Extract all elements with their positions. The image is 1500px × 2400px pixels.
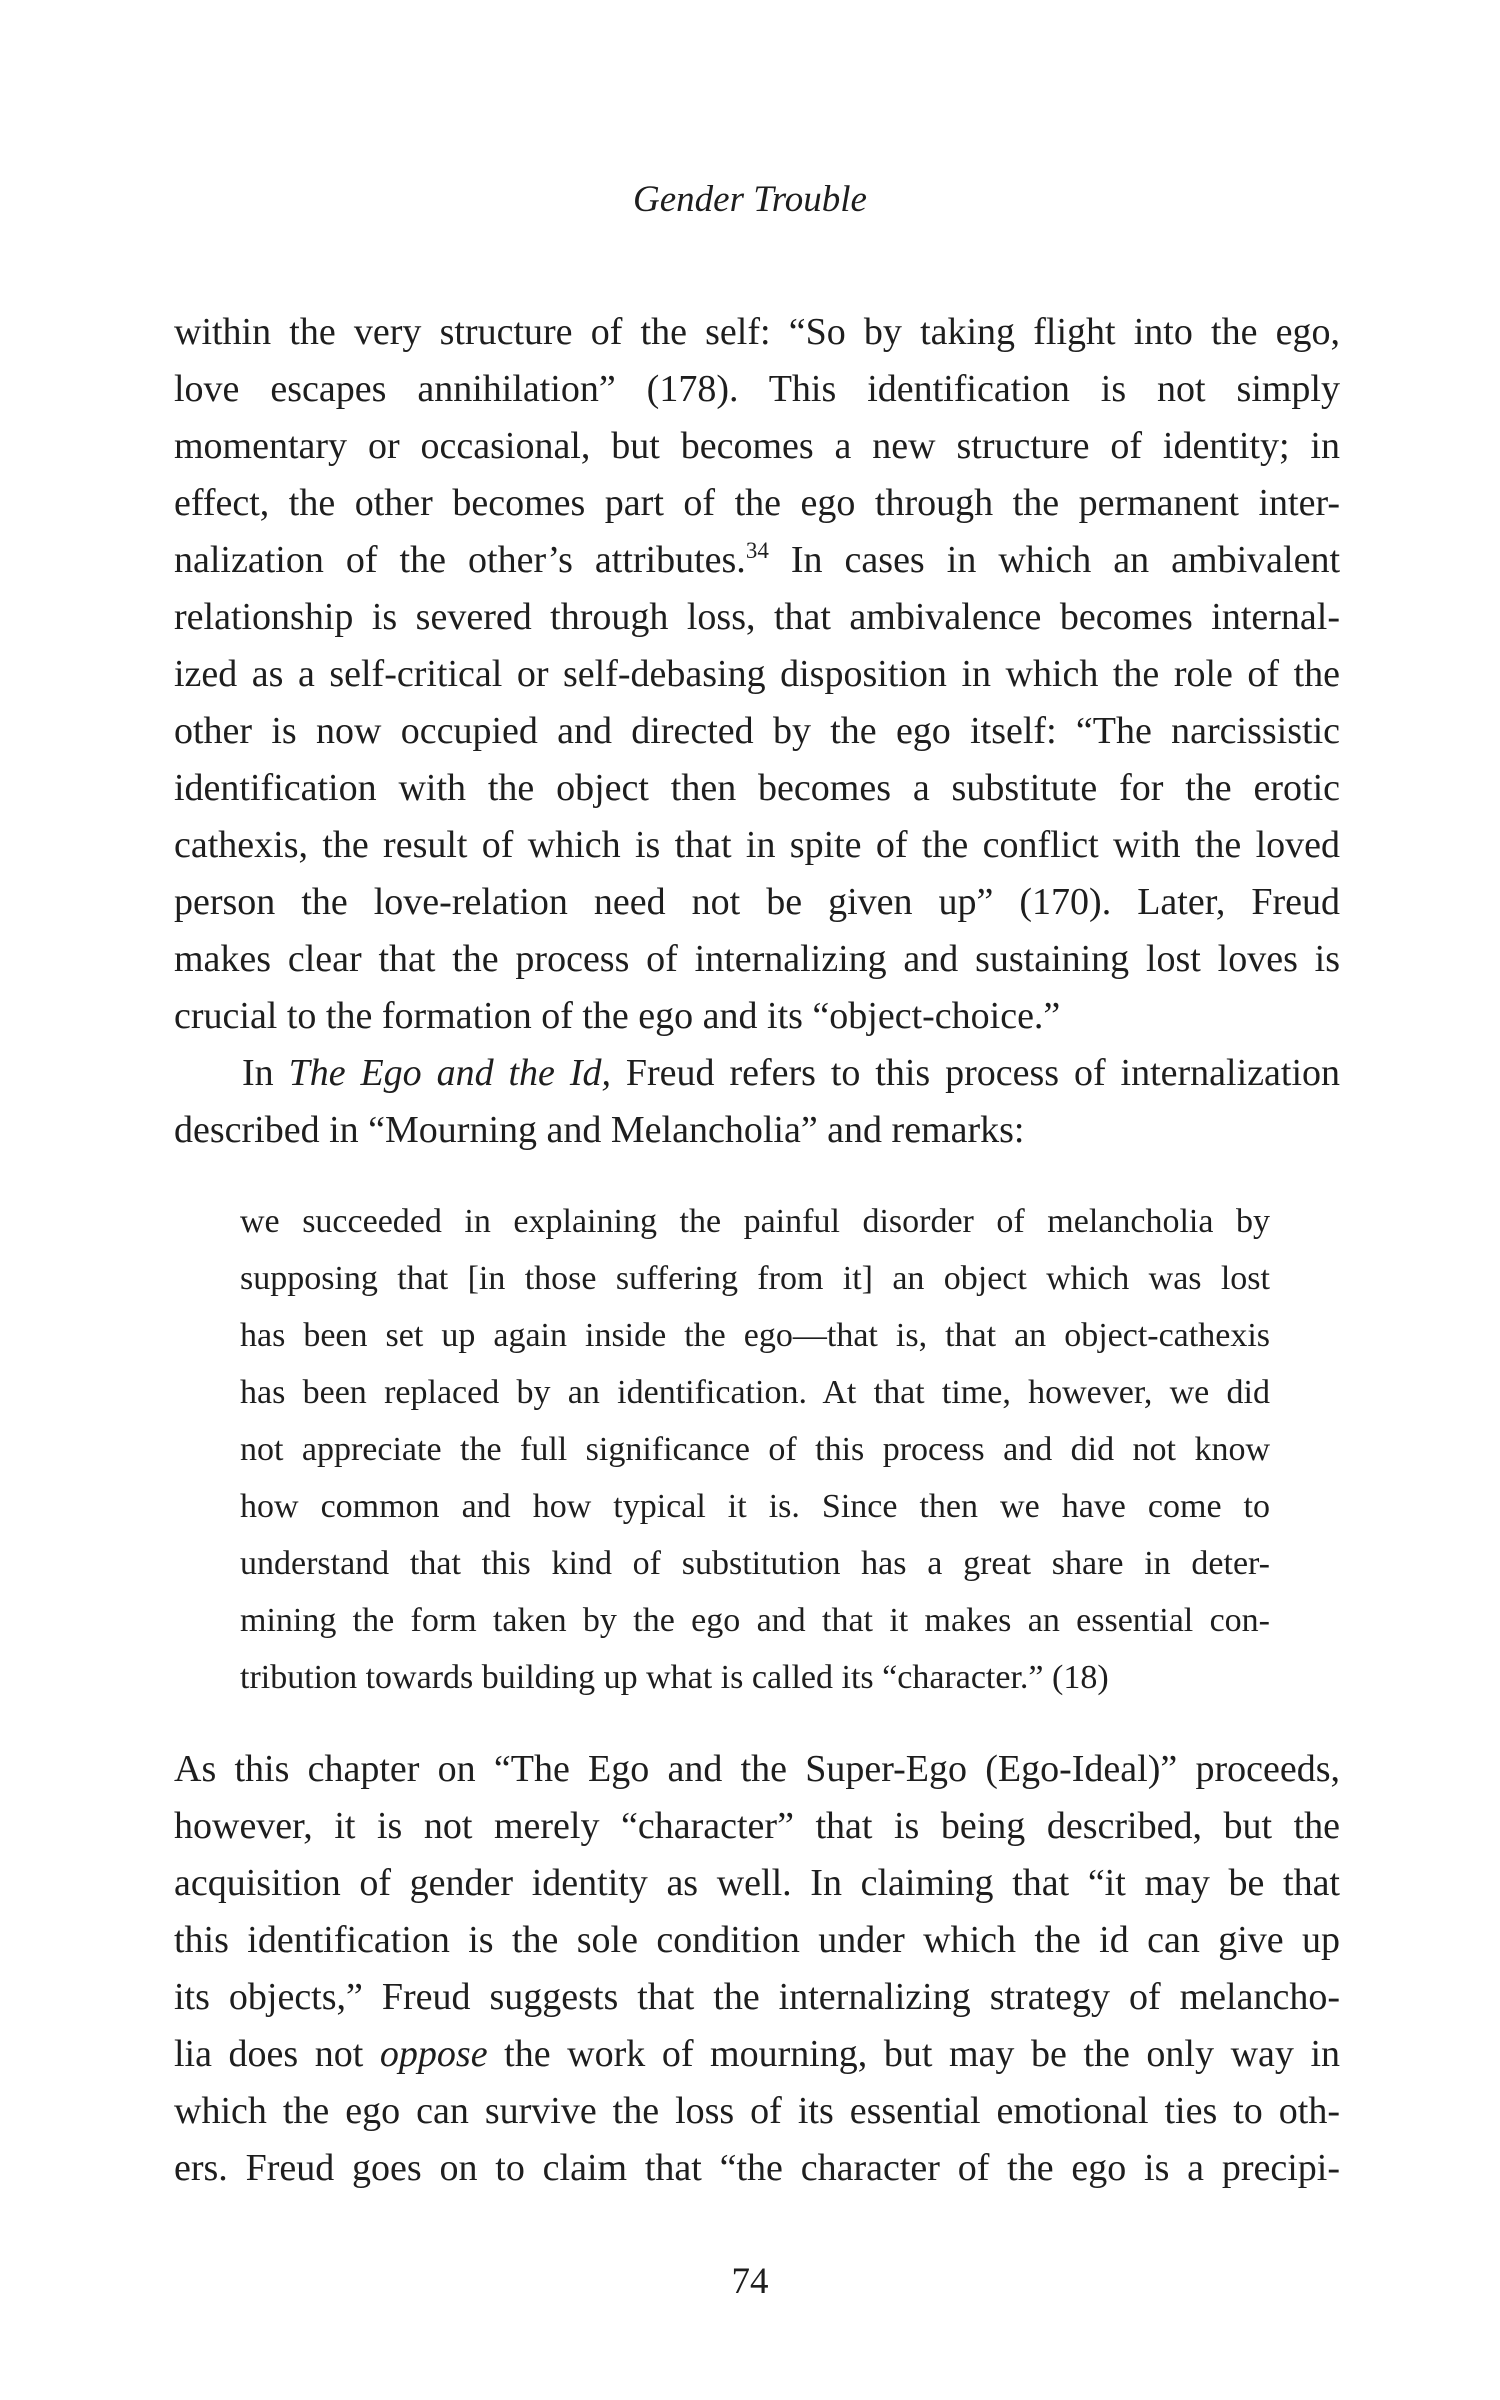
paragraph-2 xyxy=(174,1045,1340,1159)
text-line: ized as a self-critical or self-debasing disposition in which the role of the xyxy=(174,653,1340,695)
quote-line: understand that this kind of substitution has a great share in deter- xyxy=(240,1545,1270,1582)
text-line: person the love-relation need not be given up” (170). Later, Freud xyxy=(174,881,1340,923)
quote-line: has been set up again inside the ego—that is, that an object-cathexis xyxy=(240,1317,1270,1354)
text-line: its objects,” Freud suggests that the internalizing strategy of melancho- xyxy=(174,1976,1340,2018)
text-line: love escapes annihilation” (178). This identification is not simply xyxy=(174,368,1340,410)
text-line xyxy=(174,532,1340,589)
text-segment: Freud refers to this process of internalization xyxy=(610,1052,1340,1094)
paragraph-3 xyxy=(174,1741,1340,2197)
text-line: momentary or occasional, but becomes a new structure of identity; in xyxy=(174,425,1340,467)
text-line: crucial to the formation of the ego and its “object-choice.” xyxy=(174,995,1061,1037)
text-line: ers. Freud goes on to claim that “the character of the ego is a precipi- xyxy=(174,2147,1340,2189)
quote-line: we succeeded in explaining the painful disorder of melancholia by xyxy=(240,1203,1270,1240)
text-segment: the work of mourning, but may be the only way in xyxy=(487,2033,1341,2075)
quote-line: not appreciate the full significance of this process and did not know xyxy=(240,1431,1270,1468)
running-head: Gender Trouble xyxy=(633,179,867,220)
page-number: 74 xyxy=(731,2261,769,2302)
quote-line: how common and how typical it is. Since then we have come to xyxy=(240,1488,1270,1525)
text-line: however, it is not merely “character” that is being described, but the xyxy=(174,1805,1340,1847)
footnote-reference[interactable]: 34 xyxy=(745,538,769,563)
block-quote xyxy=(240,1193,1270,1706)
quote-line: tribution towards building up what is called its “character.” (18) xyxy=(240,1659,1109,1696)
text-segment: lia does not xyxy=(174,2033,380,2075)
emphasis: oppose xyxy=(379,2033,488,2075)
text-line: As this chapter on “The Ego and the Super-Ego (Ego-Ideal)” proceeds, xyxy=(174,1748,1340,1790)
book-title: The Ego and the Id, xyxy=(288,1052,611,1094)
text-segment: nalization of the other’s attributes. xyxy=(174,539,746,581)
text-segment: In cases in which an ambivalent xyxy=(768,539,1340,581)
text-line: which the ego can survive the loss of its essential emotional ties to oth- xyxy=(174,2090,1340,2132)
text-line: effect, the other becomes part of the ego through the permanent inter- xyxy=(174,482,1340,524)
quote-line: mining the form taken by the ego and that it makes an essential con- xyxy=(240,1602,1270,1639)
text-line: makes clear that the process of internalizing and sustaining lost loves is xyxy=(174,938,1340,980)
text-line: within the very structure of the self: “So by taking flight into the ego, xyxy=(174,311,1340,353)
text-line: this identification is the sole condition under which the id can give up xyxy=(174,1919,1340,1961)
text-line xyxy=(174,1045,1340,1102)
text-line: other is now occupied and directed by the ego itself: “The narcissistic xyxy=(174,710,1340,752)
quote-line: has been replaced by an identification. At that time, however, we did xyxy=(240,1374,1270,1411)
text-line: described in “Mourning and Melancholia” and remarks: xyxy=(174,1109,1025,1151)
text-line: acquisition of gender identity as well. In claiming that “it may be that xyxy=(174,1862,1340,1904)
text-line: relationship is severed through loss, that ambivalence becomes internal- xyxy=(174,596,1340,638)
paragraph-1 xyxy=(174,304,1340,1045)
text-segment: In xyxy=(242,1052,289,1094)
text-line: cathexis, the result of which is that in spite of the conflict with the loved xyxy=(174,824,1340,866)
text-line xyxy=(174,2026,1340,2083)
text-line: identification with the object then becomes a substitute for the erotic xyxy=(174,767,1340,809)
quote-line: supposing that [in those suffering from it] an object which was lost xyxy=(240,1260,1270,1297)
